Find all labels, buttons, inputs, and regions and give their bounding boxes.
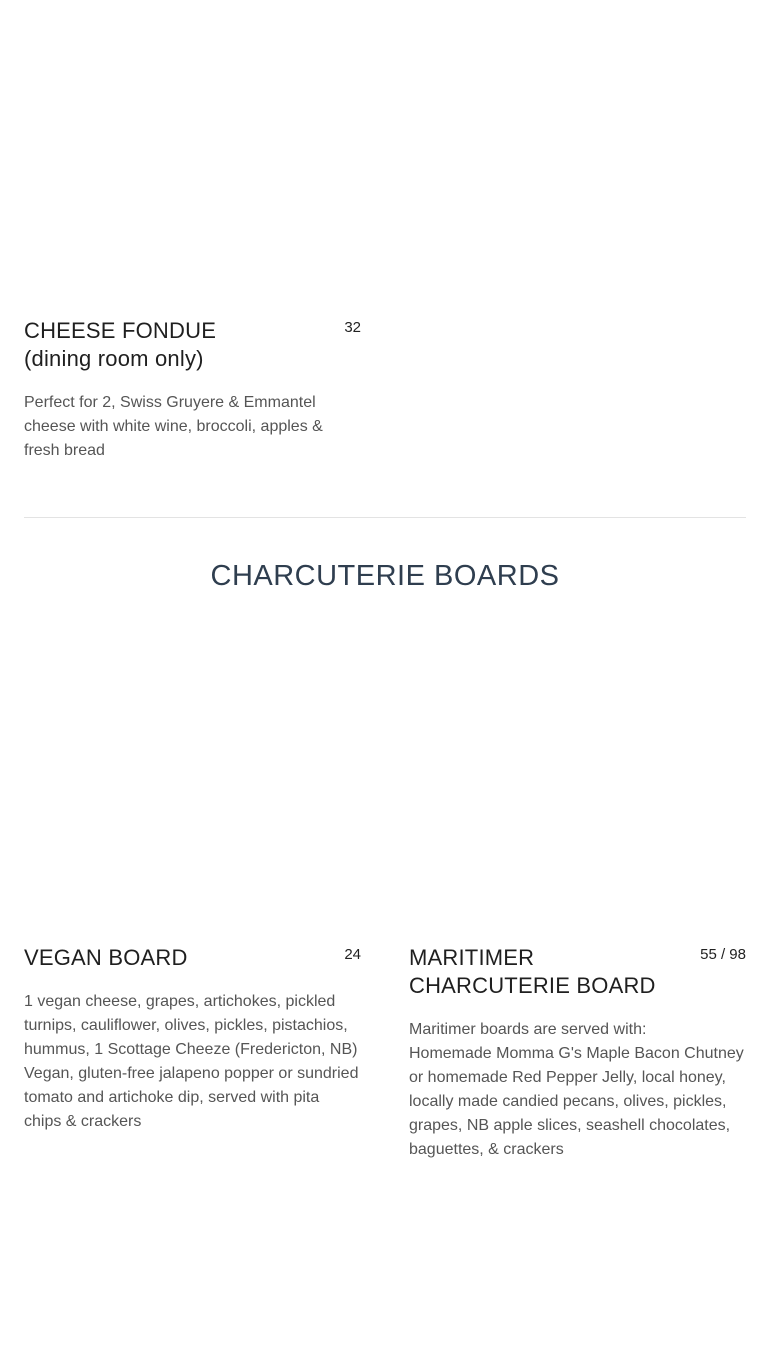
menu-item-price: 24 <box>344 946 361 963</box>
section-title: CHARCUTERIE BOARDS <box>210 560 560 592</box>
menu-item-name: CHEESE FONDUE (dining room only) <box>24 318 217 371</box>
menu-item-cheese-fondue <box>24 317 361 463</box>
menu-item-header <box>409 944 746 1000</box>
menu-item-header <box>24 944 361 972</box>
menu-item-header <box>24 317 361 373</box>
menu-item-description: 1 vegan cheese, grapes, artichokes, pickled turnips, cauliflower, olives, pickles, pistachios, hummus, 1 Scottage Cheeze (Fredericton, NB) Vegan, gluten-free jalapeno popper or sundried tomato and artichoke dip, served with pita chips & crackers <box>24 993 359 1130</box>
menu-item-price: 55 / 98 <box>700 946 746 963</box>
menu-item-price: 32 <box>344 319 361 336</box>
menu-item-maritimer-board <box>409 944 746 1162</box>
menu-item-description: Perfect for 2, Swiss Gruyere & Emmantel cheese with white wine, broccoli, apples & fresh bread <box>24 394 323 459</box>
menu-item-name: VEGAN BOARD <box>24 945 188 970</box>
menu-item-name: MARITIMER CHARCUTERIE BOARD <box>409 945 656 998</box>
section-divider <box>24 517 746 518</box>
menu-item-description: Maritimer boards are served with: Homemade Momma G's Maple Bacon Chutney or homemade Red Pepper Jelly, local honey, locally made candied pecans, olives, pickles, grapes, NB apple slices, seashell chocolates, baguettes, & crackers <box>409 1021 744 1158</box>
menu-item-vegan-board <box>24 944 361 1134</box>
